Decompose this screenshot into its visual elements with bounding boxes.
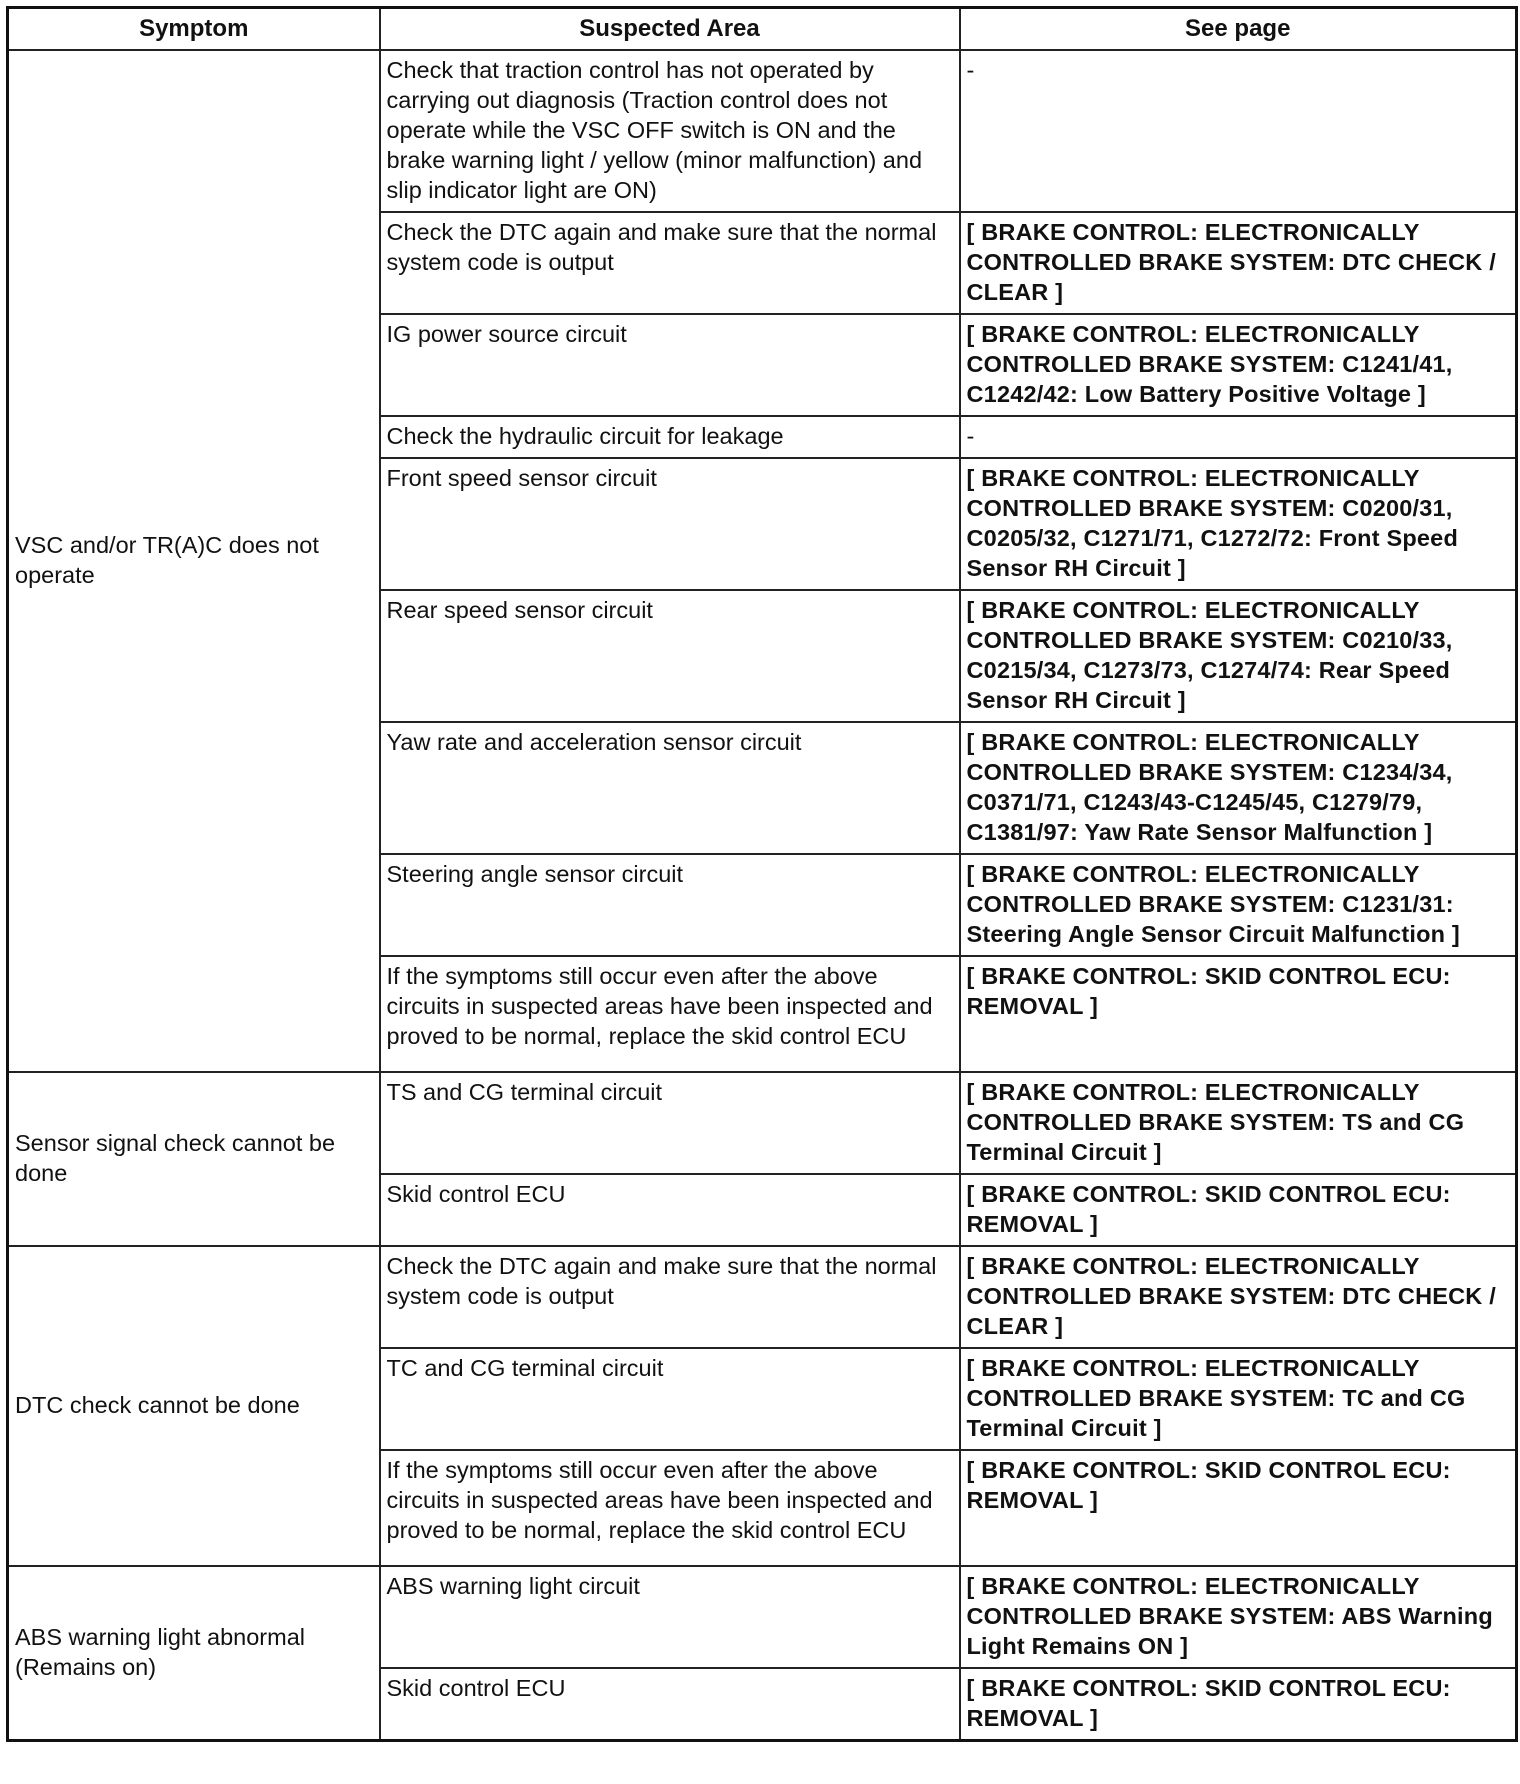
suspected-area-cell: Front speed sensor circuit [380,458,960,590]
suspected-area-cell: If the symptoms still occur even after the above circuits in suspected areas have been inspected and proved to be normal, replace the skid control ECU [380,1450,960,1566]
see-page-cell: [ BRAKE CONTROL: ELECTRONICALLY CONTROLLED BRAKE SYSTEM: C0210/33, C0215/34, C1273/73, C1274/74: Rear Speed Sensor RH Circuit ] [960,590,1517,722]
see-page-cell: [ BRAKE CONTROL: SKID CONTROL ECU: REMOVAL ] [960,1450,1517,1566]
suspected-area-cell: Skid control ECU [380,1174,960,1246]
suspected-area-cell: Yaw rate and acceleration sensor circuit [380,722,960,854]
suspected-area-cell: IG power source circuit [380,314,960,416]
suspected-area-cell: Rear speed sensor circuit [380,590,960,722]
see-page-cell: [ BRAKE CONTROL: ELECTRONICALLY CONTROLLED BRAKE SYSTEM: DTC CHECK / CLEAR ] [960,1246,1517,1348]
suspected-area-cell: Check the DTC again and make sure that the normal system code is output [380,1246,960,1348]
see-page-cell: [ BRAKE CONTROL: ELECTRONICALLY CONTROLLED BRAKE SYSTEM: C1231/31: Steering Angle Sensor Circuit Malfunction ] [960,854,1517,956]
suspected-area-cell: Steering angle sensor circuit [380,854,960,956]
suspected-area-cell: ABS warning light circuit [380,1566,960,1668]
see-page-cell: [ BRAKE CONTROL: SKID CONTROL ECU: REMOVAL ] [960,1668,1517,1741]
see-page-cell: [ BRAKE CONTROL: ELECTRONICALLY CONTROLLED BRAKE SYSTEM: TS and CG Terminal Circuit ] [960,1072,1517,1174]
see-page-cell: [ BRAKE CONTROL: SKID CONTROL ECU: REMOVAL ] [960,956,1517,1072]
symptom-cell: VSC and/or TR(A)C does not operate [8,50,380,1072]
table-row [8,1246,1517,1348]
see-page-cell: [ BRAKE CONTROL: ELECTRONICALLY CONTROLLED BRAKE SYSTEM: DTC CHECK / CLEAR ] [960,212,1517,314]
see-page-cell: [ BRAKE CONTROL: ELECTRONICALLY CONTROLLED BRAKE SYSTEM: C0200/31, C0205/32, C1271/71, C1272/72: Front Speed Sensor RH Circuit ] [960,458,1517,590]
symptom-cell: ABS warning light abnormal (Remains on) [8,1566,380,1741]
table-row [8,1566,1517,1668]
see-page-cell: [ BRAKE CONTROL: SKID CONTROL ECU: REMOVAL ] [960,1174,1517,1246]
table-row [8,50,1517,212]
see-page-cell: - [960,50,1517,212]
suspected-area-cell: TC and CG terminal circuit [380,1348,960,1450]
suspected-area-cell: Check that traction control has not operated by carrying out diagnosis (Traction control does not operate while the VSC OFF switch is ON and the brake warning light / yellow (minor malfunction) and slip indicator light are ON) [380,50,960,212]
header-symptom: Symptom [8,8,380,51]
see-page-cell: [ BRAKE CONTROL: ELECTRONICALLY CONTROLLED BRAKE SYSTEM: ABS Warning Light Remains ON ] [960,1566,1517,1668]
suspected-area-cell: Check the DTC again and make sure that the normal system code is output [380,212,960,314]
see-page-cell: [ BRAKE CONTROL: ELECTRONICALLY CONTROLLED BRAKE SYSTEM: C1241/41, C1242/42: Low Battery Positive Voltage ] [960,314,1517,416]
suspected-area-cell: If the symptoms still occur even after the above circuits in suspected areas have been inspected and proved to be normal, replace the skid control ECU [380,956,960,1072]
diagnosis-table [6,6,1518,1742]
see-page-cell: [ BRAKE CONTROL: ELECTRONICALLY CONTROLLED BRAKE SYSTEM: TC and CG Terminal Circuit ] [960,1348,1517,1450]
see-page-cell: [ BRAKE CONTROL: ELECTRONICALLY CONTROLLED BRAKE SYSTEM: C1234/34, C0371/71, C1243/43-C1245/45, C1279/79, C1381/97: Yaw Rate Sensor Malfunction ] [960,722,1517,854]
header-suspected-area: Suspected Area [380,8,960,51]
see-page-cell: - [960,416,1517,458]
header-row [8,8,1517,51]
header-see-page: See page [960,8,1517,51]
suspected-area-cell: TS and CG terminal circuit [380,1072,960,1174]
suspected-area-cell: Check the hydraulic circuit for leakage [380,416,960,458]
suspected-area-cell: Skid control ECU [380,1668,960,1741]
symptom-cell: Sensor signal check cannot be done [8,1072,380,1246]
symptom-cell: DTC check cannot be done [8,1246,380,1566]
table-row [8,1072,1517,1174]
